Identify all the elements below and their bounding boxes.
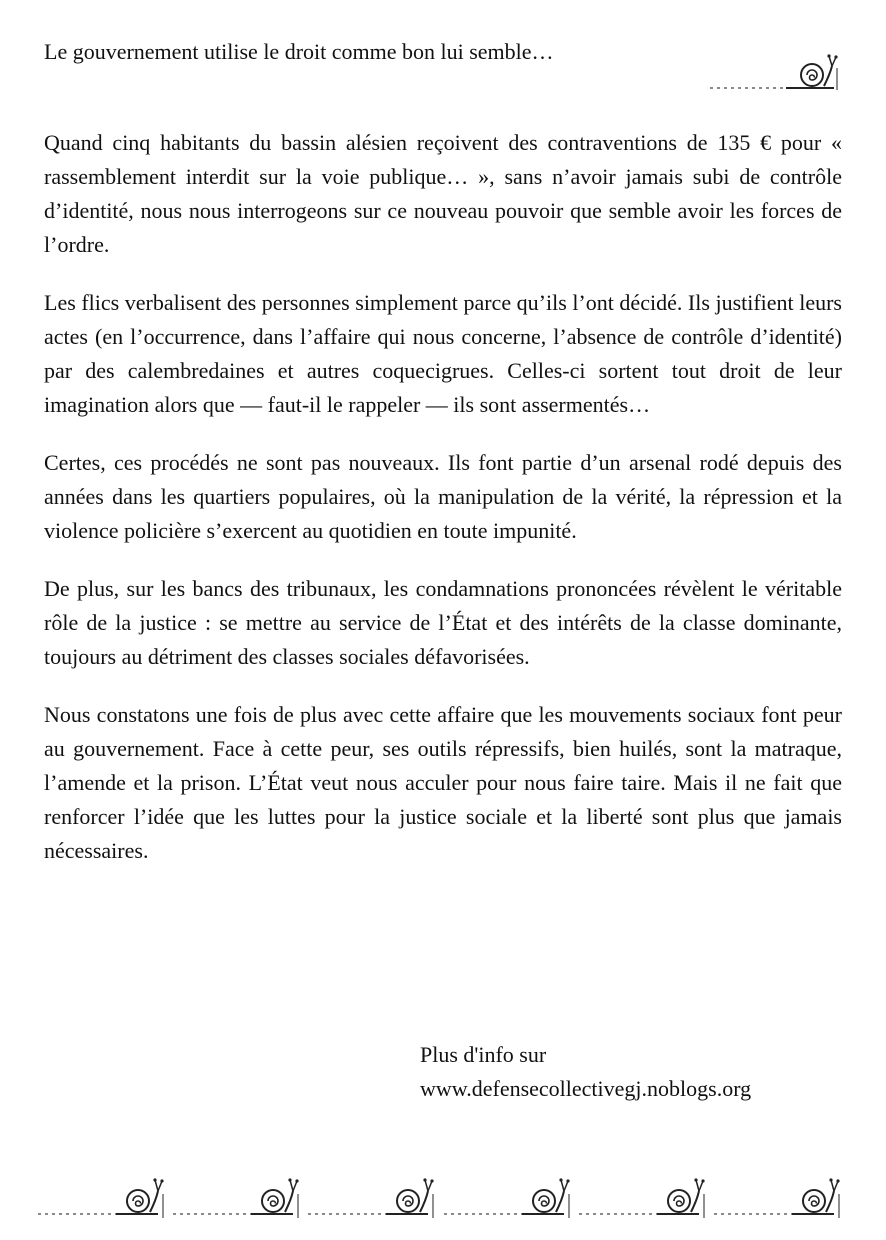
snail-icon — [171, 1174, 301, 1220]
footer-website-link[interactable]: www.defensecollectivegj.noblogs.org — [420, 1076, 752, 1101]
paragraph-2: Les flics verbalisent des personnes simplement parce qu’ils l’ont décidé. Ils justifient leurs actes (en l’occurrence, dans l’affaire qui nous concerne, l’absence de contrôle d’identité) par des calembredaines et autres coquecigrues. Celles-ci sortent tout droit de leur imagination alors que — faut-il le rappeler — ils sont assermentés… — [44, 290, 842, 417]
paragraph-3: Certes, ces procédés ne sont pas nouveaux. Ils font partie d’un arsenal rodé depuis des années dans les quartiers populaires, où la manipulation de la vérité, la répression et la violence policière s’exercent au quotidien en toute impunité. — [44, 450, 842, 543]
footer-info — [420, 1038, 751, 1106]
paragraph-4: De plus, sur les bancs des tribunaux, les condamnations prononcées révèlent le véritable rôle de la justice : se mettre au service de l’État et des intérêts de la classe dominante, toujours au détriment des classes sociales défavorisées. — [44, 576, 842, 669]
snail-icon — [577, 1174, 707, 1220]
paragraph-1: Quand cinq habitants du bassin alésien reçoivent des contraventions de 135 € pour « rassemblement interdit sur la voie publique… », sans n’avoir jamais subi de contrôle d’identité, nous nous interrogeons sur ce nouveau pouvoir que semble avoir les forces de l’ordre. — [44, 130, 842, 257]
page-title: Le gouvernement utilise le droit comme bon lui semble… — [44, 39, 554, 64]
snail-icon — [36, 1174, 166, 1220]
snail-icon — [712, 1174, 842, 1220]
snail-icon — [708, 52, 840, 92]
article-body — [44, 126, 842, 892]
snail-border — [36, 1174, 842, 1220]
snail-icon — [306, 1174, 436, 1220]
snail-icon — [442, 1174, 572, 1220]
footer-info-label: Plus d'info sur — [420, 1042, 547, 1067]
paragraph-5: Nous constatons une fois de plus avec cette affaire que les mouvements sociaux font peur au gouvernement. Face à cette peur, ses outils répressifs, bien huilés, sont la matraque, l’amende et la prison. L’État veut nous acculer pour nous faire taire. Mais il ne fait que renforcer l’idée que les luttes pour la justice sociale et la liberté sont plus que jamais nécessaires. — [44, 702, 842, 863]
